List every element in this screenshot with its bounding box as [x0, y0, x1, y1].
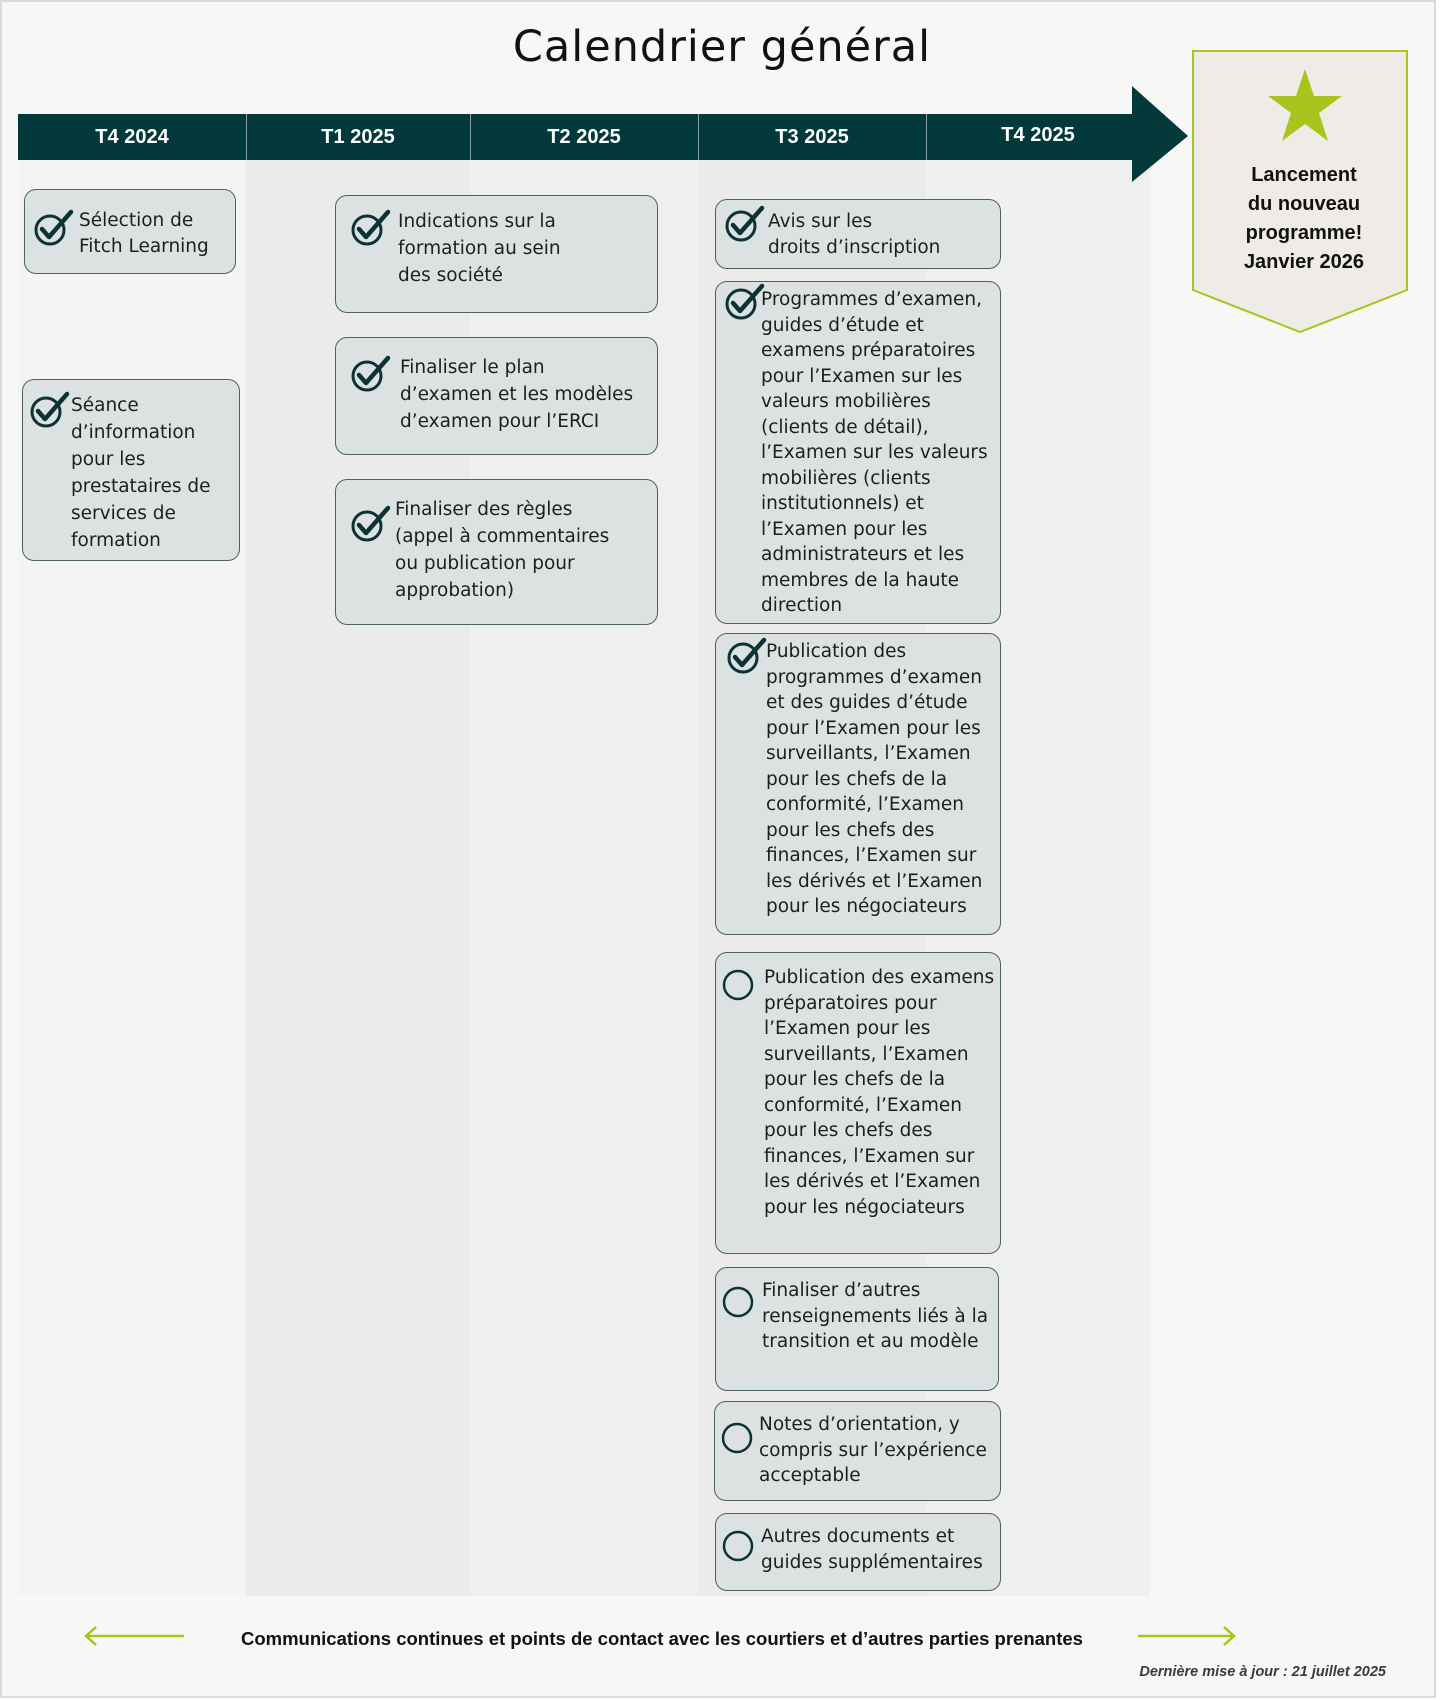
milestone-text: Séance d’information pour les prestataires de services de formation — [71, 395, 211, 551]
empty-circle-icon — [717, 1418, 761, 1458]
milestone-card-other-documents — [715, 1513, 1001, 1591]
footer-communications-text: Communications continues et points de contact avec les courtiers et d’autres parties prenantes — [241, 1628, 1083, 1649]
last-updated-text: Dernière mise à jour : 21 juillet 2025 — [1139, 1664, 1386, 1680]
milestone-card-info-session — [22, 379, 240, 561]
milestone-text: Finaliser le plan d’examen et les modèles d’examen pour l’ERCI — [400, 357, 634, 432]
milestone-card-transition-info — [715, 1267, 999, 1391]
milestone-text: Autres documents et guides supplémentaires — [761, 1526, 983, 1573]
milestone-card-guidance-notes — [714, 1401, 1001, 1501]
checkmark-circle-icon — [348, 208, 392, 248]
quarter-label-t2-2025: T2 2025 — [547, 126, 621, 148]
checkmark-circle-icon — [348, 504, 392, 544]
empty-circle-icon — [718, 965, 762, 1005]
milestone-text: Sélection de Fitch Learning — [79, 210, 209, 257]
milestone-card-programs-publication — [715, 633, 1001, 935]
milestone-card-registration-fees — [715, 199, 1001, 269]
quarter-label-t4-2025: T4 2025 — [1001, 124, 1075, 146]
empty-circle-icon — [718, 1282, 762, 1322]
column-bg-t4-2024 — [18, 114, 246, 1596]
milestone-text: Programmes d’examen, guides d’étude et examens préparatoires pour l’Examen sur les valeurs mobilières (clients de détail), l’Examen sur les valeurs mobilières (clients institutionnels) et l’Examen pour les administrateurs et les membres de la haute direction — [761, 289, 988, 616]
milestone-card-training-guidance — [335, 195, 658, 313]
checkmark-circle-icon — [722, 204, 766, 244]
checkmark-circle-icon — [724, 636, 768, 676]
quarter-label-t1-2025: T1 2025 — [321, 126, 395, 148]
milestone-text: Finaliser des règles (appel à commentaires ou publication pour approbation) — [395, 499, 610, 601]
milestone-text: Avis sur les droits d’inscription — [768, 211, 941, 258]
milestone-text: Indications sur la formation au sein des société — [398, 211, 561, 286]
milestone-card-prep-exams-publication — [715, 952, 1001, 1254]
checkmark-circle-icon — [27, 390, 71, 430]
milestone-card-exam-plan — [335, 337, 658, 455]
checkmark-circle-icon — [31, 208, 75, 248]
checkmark-circle-icon — [722, 282, 766, 322]
milestone-card-fitch-selection — [24, 189, 236, 274]
launch-text: Lancement du nouveau programme! Janvier 2026 — [1243, 164, 1365, 273]
empty-circle-icon — [718, 1526, 762, 1566]
checkmark-circle-icon — [348, 354, 392, 394]
milestone-text: Publication des programmes d’examen et des guides d’étude pour l’Examen pour les surveillants, l’Examen pour les chefs de la conformité, l’Examen pour les chefs des finances, l’Examen sur les dérivés et l’Examen pour les négociateurs — [766, 641, 983, 917]
quarter-label-t4-2024: T4 2024 — [95, 126, 169, 148]
milestone-text: Publication des examens préparatoires pour l’Examen pour les surveillants, l’Examen pour les chefs de la conformité, l’Examen pour les chefs des finances, l’Examen sur les dérivés et l’Examen pour les négociateurs — [764, 967, 995, 1218]
quarter-label-t3-2025: T3 2025 — [775, 126, 849, 148]
milestone-text: Notes d’orientation, y compris sur l’expérience acceptable — [759, 1414, 987, 1486]
milestone-card-rules — [335, 479, 658, 625]
milestone-card-exam-programs — [715, 281, 1001, 624]
milestone-text: Finaliser d’autres renseignements liés à la transition et au modèle — [762, 1280, 989, 1352]
page-title: Calendrier général — [512, 22, 932, 72]
